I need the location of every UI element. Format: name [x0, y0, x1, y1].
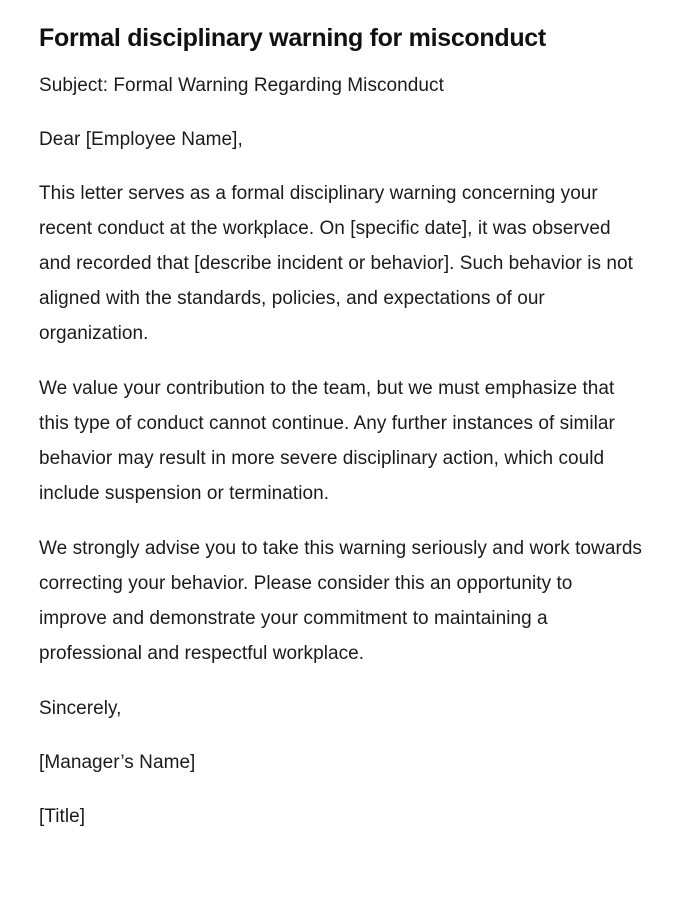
salutation: Dear [Employee Name],: [39, 129, 243, 150]
body-paragraph-2: We value your contribution to the team, but we must emphasize that this type of conduct cannot continue. Any further instances of similar behavior may result in more severe disciplinary action, which could include suspension or termination.: [39, 378, 615, 504]
signature-title: [Title]: [39, 806, 86, 827]
signature-name: [Manager’s Name]: [39, 752, 196, 773]
page-title: Formal disciplinary warning for misconduct: [39, 24, 546, 52]
body-paragraph-1: This letter serves as a formal disciplinary warning concerning your recent conduct at the workplace. On [specific date], it was observed and recorded that [describe incident or behavior]. Such behavior is not aligned with the standards, policies, and expectations of our organization.: [39, 183, 633, 344]
subject-line: Subject: Formal Warning Regarding Misconduct: [39, 75, 444, 96]
letter-body: [39, 68, 643, 834]
closing-line: Sincerely,: [39, 698, 122, 719]
body-paragraph-3: We strongly advise you to take this warning seriously and work towards correcting your behavior. Please consider this an opportunity to improve and demonstrate your commitment to maintaining a professional and respectful workplace.: [39, 538, 642, 664]
